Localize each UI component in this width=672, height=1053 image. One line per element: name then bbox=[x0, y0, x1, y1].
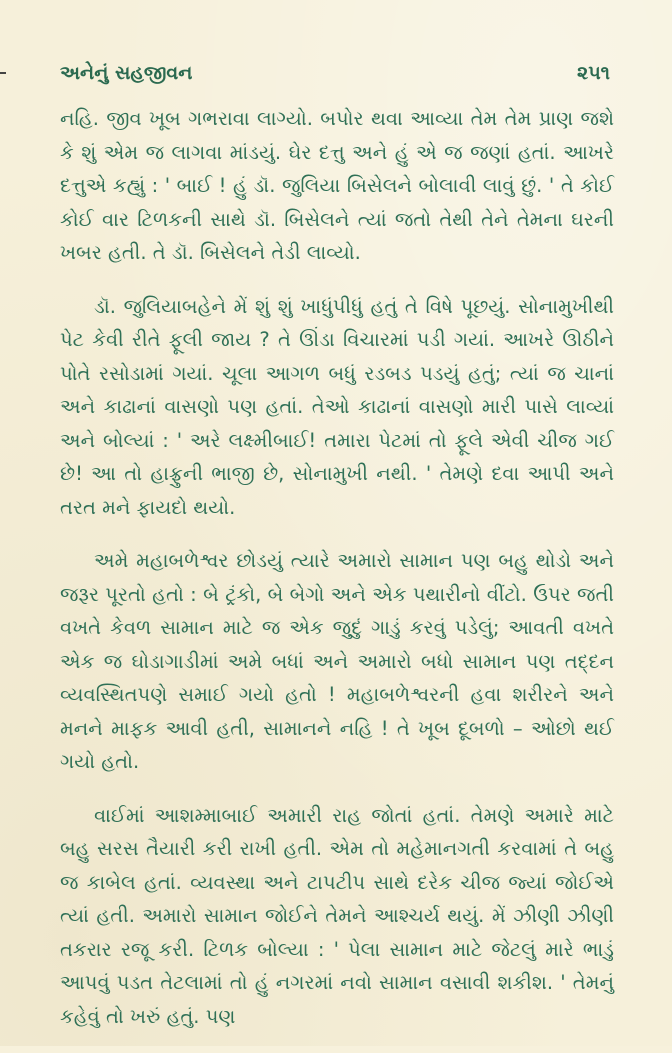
paragraph-4: વાઈમાં આશમ્માબાઈ અમારી રાહ જોતાં હતાં. તેમણે અમારે માટે બહુ સરસ તૈયારી કરી રાખી હતી. એમ તો મહેમાનગતી કરવામાં તે બહુ જ કાબેલ હતાં. વ્યવસ્થા અને ટાપટીપ સાથે દરેક ચીજ જ્યાં જોઈએ ત્યાં હતી. અમારો સામાન જોઈને તેમને આશ્ચર્ય થયું. મેં ઝીણી ઝીણી તકરાર રજૂ કરી. ટિળક બોલ્યા : ' પેલા સામાન માટે જેટલું મારે ભાડું આપવું પડત તેટલામાં તો હું નગરમાં નવો સામાન વસાવી શકીશ. ' તેમનું કહેવું તો ખરું હતું. પણ bbox=[60, 803, 614, 1028]
paragraph-2: ડૉ. જુલિયાબહેને મેં શું શું ખાધુંપીધું હતું તે વિષે પૂછયું. સોનામુખીથી પેટ કેવી રીતે ફૂલી જાય ? તે ઊંડા વિચારમાં પડી ગયાં. આખરે ઊઠીને પોતે રસોડામાં ગયાં. ચૂલા આગળ બધું રડબડ પડયું હતું; ત્યાં જ ચાનાં અને કાઢાનાં વાસણો પણ હતાં. તેઓ કાઢાનાં વાસણો મારી પાસે લાવ્યાં અને બોલ્યાં : ' અરે લક્ષ્મીબાઈ! તમારા પેટમાં તો ફૂલે એવી ચીજ ગઈ છે! આ તો હાફ્રુની ભાજી છે, સોનામુખી નથી. ' તેમણે દવા આપી અને તરત મને ફાયદો થયો. bbox=[60, 294, 614, 519]
chapter-title: અનેનું સહજીવન bbox=[60, 62, 193, 84]
paragraph-3: અમે મહાબળેશ્વર છોડયું ત્યારે અમારો સામાન પણ બહુ થોડો અને જરૂર પૂરતો હતો : બે ટ્રંકો, બે બેગો અને એક પથારીનો વીંટો. ઉપર જતી વખતે કેવળ સામાન માટે જ એક જુદું ગાડું કરવું પડેલું; આવતી વખતે એક જ ઘોડાગાડીમાં અમે બધાં અને અમારો બધો સામાન પણ તદ્દન વ્યવસ્થિતપણે સમાઈ ગયો હતો ! મહાબળેશ્વરની હવા શરીરને અને મનને માફક આવી હતી, સામાનને નહિ ! તે ખૂબ દૂબળો – ઓછો થઈ ગયો હતો. bbox=[60, 549, 614, 773]
page-number: ૨૫૧ bbox=[577, 62, 610, 84]
page-body bbox=[60, 102, 614, 1053]
margin-mark bbox=[0, 72, 6, 74]
running-header bbox=[60, 58, 610, 88]
paragraph-1: નહિ. જીવ ખૂબ ગભરાવા લાગ્યો. બપોર થવા આવ્યા તેમ તેમ પ્રાણ જશે કે શું એમ જ લાગવા માંડયું. ઘેર દત્તુ અને હું એ જ જણાં હતાં. આખરે દત્તુએ કહ્યું : ' બાઈ ! હું ડૉ. જુલિયા બિસેલને બોલાવી લાવું છું. ' તે કોઈ કોઈ વાર ટિળકની સાથે ડૉ. બિસેલને ત્યાં જતો તેથી તેને તેમના ઘરની ખબર હતી. તે ડૉ. બિસેલને તેડી લાવ્યો. bbox=[60, 107, 614, 264]
